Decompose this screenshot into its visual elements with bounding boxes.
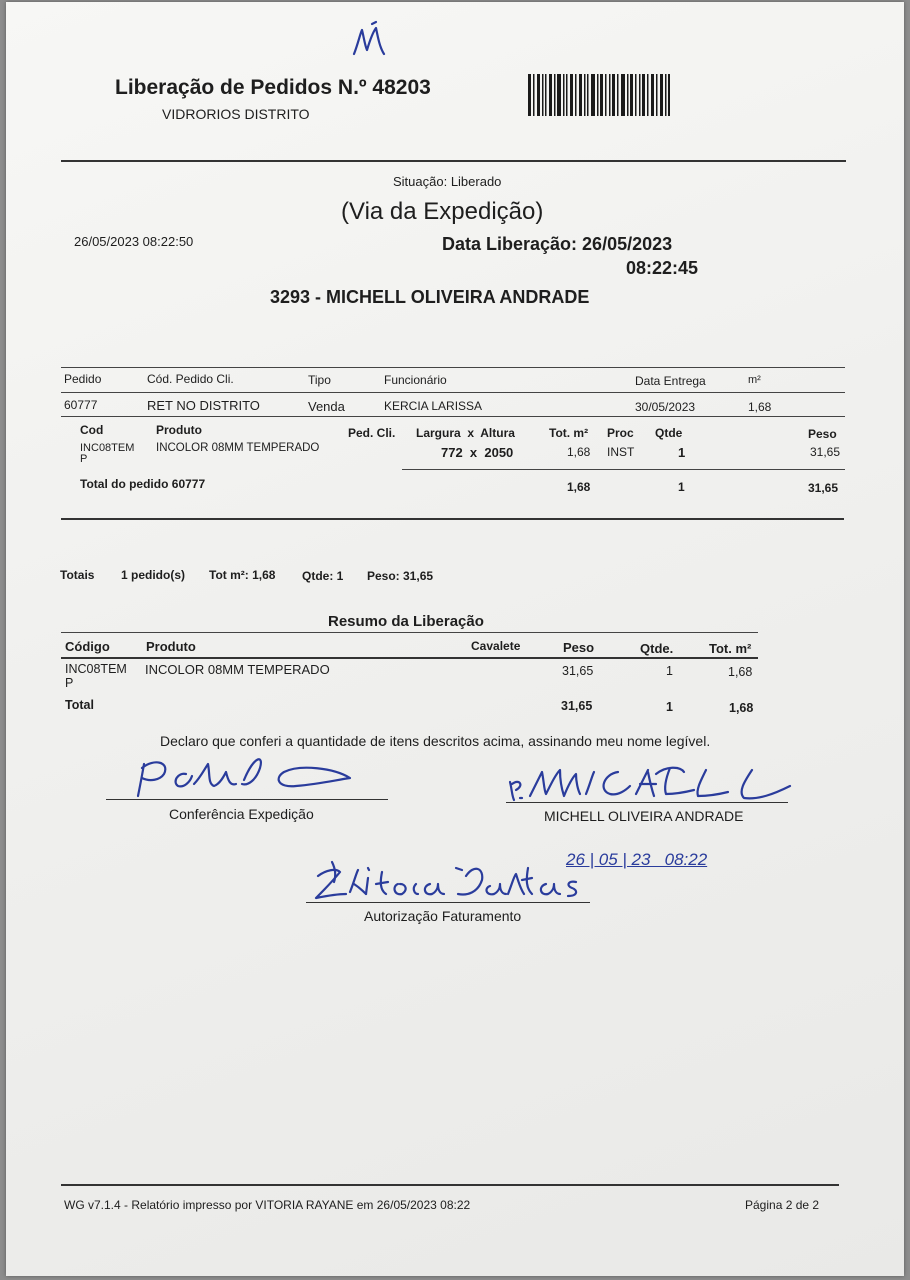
- order-m2: 1,68: [748, 400, 772, 414]
- situacao: Situação: Liberado: [393, 174, 502, 189]
- client-name: 3293 - MICHELL OLIVEIRA ANDRADE: [270, 287, 590, 307]
- signature-cliente: [506, 760, 796, 808]
- item-proc: INST: [607, 445, 635, 459]
- resumo-col-tot-m2: Tot. m²: [709, 641, 752, 656]
- order-total-tot-m2: 1,68: [567, 480, 591, 494]
- resumo-top-line: [61, 632, 758, 633]
- data-liberacao: Data Liberação: 26/05/2023: [442, 234, 673, 254]
- col-pedido: Pedido: [64, 372, 102, 386]
- resumo-title: Resumo da Liberação: [328, 613, 484, 630]
- footer-page-number: Página 2 de 2: [745, 1198, 820, 1212]
- item-col-tot-m2: Tot. m²: [549, 426, 589, 440]
- totais-peso: Peso: 31,65: [367, 569, 434, 583]
- conferencia-label: Conferência Expedição: [169, 806, 314, 822]
- col-tipo: Tipo: [308, 373, 331, 387]
- item-cod-line2: P: [80, 453, 88, 465]
- col-funcionario: Funcionário: [384, 373, 447, 387]
- order-cod-pedido-cli: RET NO DISTRITO: [147, 398, 260, 413]
- cliente-sign-line: [506, 802, 788, 803]
- declaration: Declaro que conferi a quantidade de itens descritos acima, assinando meu nome legível.: [160, 733, 711, 749]
- footer-print-info: WG v7.1.4 - Relatório impresso por VITORIA RAYANE em 26/05/2023 08:22: [64, 1198, 471, 1212]
- item-col-produto: Produto: [156, 423, 202, 437]
- autorizacao-sign-line: [306, 902, 590, 903]
- resumo-col-produto: Produto: [146, 639, 196, 654]
- totais-pedidos: 1 pedido(s): [121, 568, 186, 582]
- totais-qtde: Qtde: 1: [302, 569, 344, 583]
- header-divider: [61, 160, 846, 162]
- order-pedido: 60777: [64, 398, 98, 412]
- order-table-top-line: [61, 367, 845, 368]
- order-funcionario: KERCIA LARISSA: [384, 399, 483, 413]
- cliente-label: MICHELL OLIVEIRA ANDRADE: [544, 808, 744, 824]
- signature-conferencia: [124, 750, 364, 802]
- item-col-peso: Peso: [808, 427, 837, 441]
- resumo-col-qtde: Qtde.: [640, 641, 674, 656]
- item-col-cod: Cod: [80, 423, 104, 437]
- resumo-peso: 31,65: [562, 664, 594, 678]
- signature-autorizacao: [306, 854, 596, 904]
- via-expedicao: (Via da Expedição): [341, 198, 544, 225]
- order-data-entrega: 30/05/2023: [635, 400, 696, 414]
- item-largura-altura: 772 x 2050: [441, 445, 514, 460]
- item-produto: INCOLOR 08MM TEMPERADO: [156, 442, 320, 454]
- resumo-total-peso: 31,65: [561, 699, 593, 713]
- item-peso: 31,65: [810, 445, 841, 459]
- order-table-bottom-line: [61, 518, 844, 520]
- item-col-qtde: Qtde: [655, 426, 683, 440]
- resumo-total-tot-m2: 1,68: [729, 701, 754, 715]
- resumo-codigo-line1: INC08TEM: [65, 662, 127, 676]
- resumo-total-label: Total: [65, 698, 94, 712]
- resumo-qtde: 1: [666, 664, 673, 678]
- resumo-col-peso: Peso: [563, 640, 595, 655]
- handwritten-m-mark: [350, 22, 394, 62]
- resumo-col-codigo: Código: [65, 639, 110, 654]
- item-tot-m2: 1,68: [567, 445, 591, 459]
- autorizacao-label: Autorização Faturamento: [364, 908, 522, 924]
- company-name: VIDRORIOS DISTRITO: [162, 106, 310, 122]
- barcode: [528, 74, 670, 116]
- conferencia-sign-line: [106, 799, 388, 800]
- resumo-col-cavalete: Cavalete: [471, 639, 521, 653]
- order-tipo: Venda: [308, 399, 345, 414]
- resumo-header-line: [61, 657, 758, 659]
- item-col-largura-altura: Largura x Altura: [416, 426, 515, 440]
- resumo-produto: INCOLOR 08MM TEMPERADO: [145, 662, 330, 677]
- item-row-line: [402, 469, 845, 470]
- item-col-proc: Proc: [607, 426, 634, 440]
- totais-label: Totais: [60, 568, 95, 582]
- col-data-entrega: Data Entrega: [635, 374, 706, 388]
- item-col-ped-cli: Ped. Cli.: [348, 426, 396, 440]
- handwritten-date: 26 | 05 | 23 08:22: [566, 850, 708, 869]
- print-datetime: 26/05/2023 08:22:50: [74, 234, 194, 249]
- report-title: Liberação de Pedidos N.º 48203: [115, 76, 431, 99]
- order-total-peso: 31,65: [808, 481, 839, 495]
- order-total-label: Total do pedido 60777: [80, 477, 206, 491]
- item-cod-line1: INC08TEM: [80, 442, 135, 454]
- col-cod-pedido-cli: Cód. Pedido Cli.: [147, 372, 234, 386]
- data-liberacao-time: 08:22:45: [626, 258, 699, 278]
- resumo-total-qtde: 1: [666, 700, 673, 714]
- item-qtde: 1: [678, 445, 686, 460]
- order-total-qtde: 1: [678, 480, 685, 494]
- footer-divider: [61, 1184, 839, 1186]
- document-page: [6, 2, 904, 1276]
- resumo-tot-m2: 1,68: [728, 665, 753, 679]
- order-header-line: [61, 392, 845, 393]
- totais-tot-m2: Tot m²: 1,68: [209, 568, 276, 582]
- resumo-codigo-line2: P: [65, 676, 74, 690]
- order-row-line: [61, 416, 845, 417]
- col-m2: m²: [748, 374, 761, 386]
